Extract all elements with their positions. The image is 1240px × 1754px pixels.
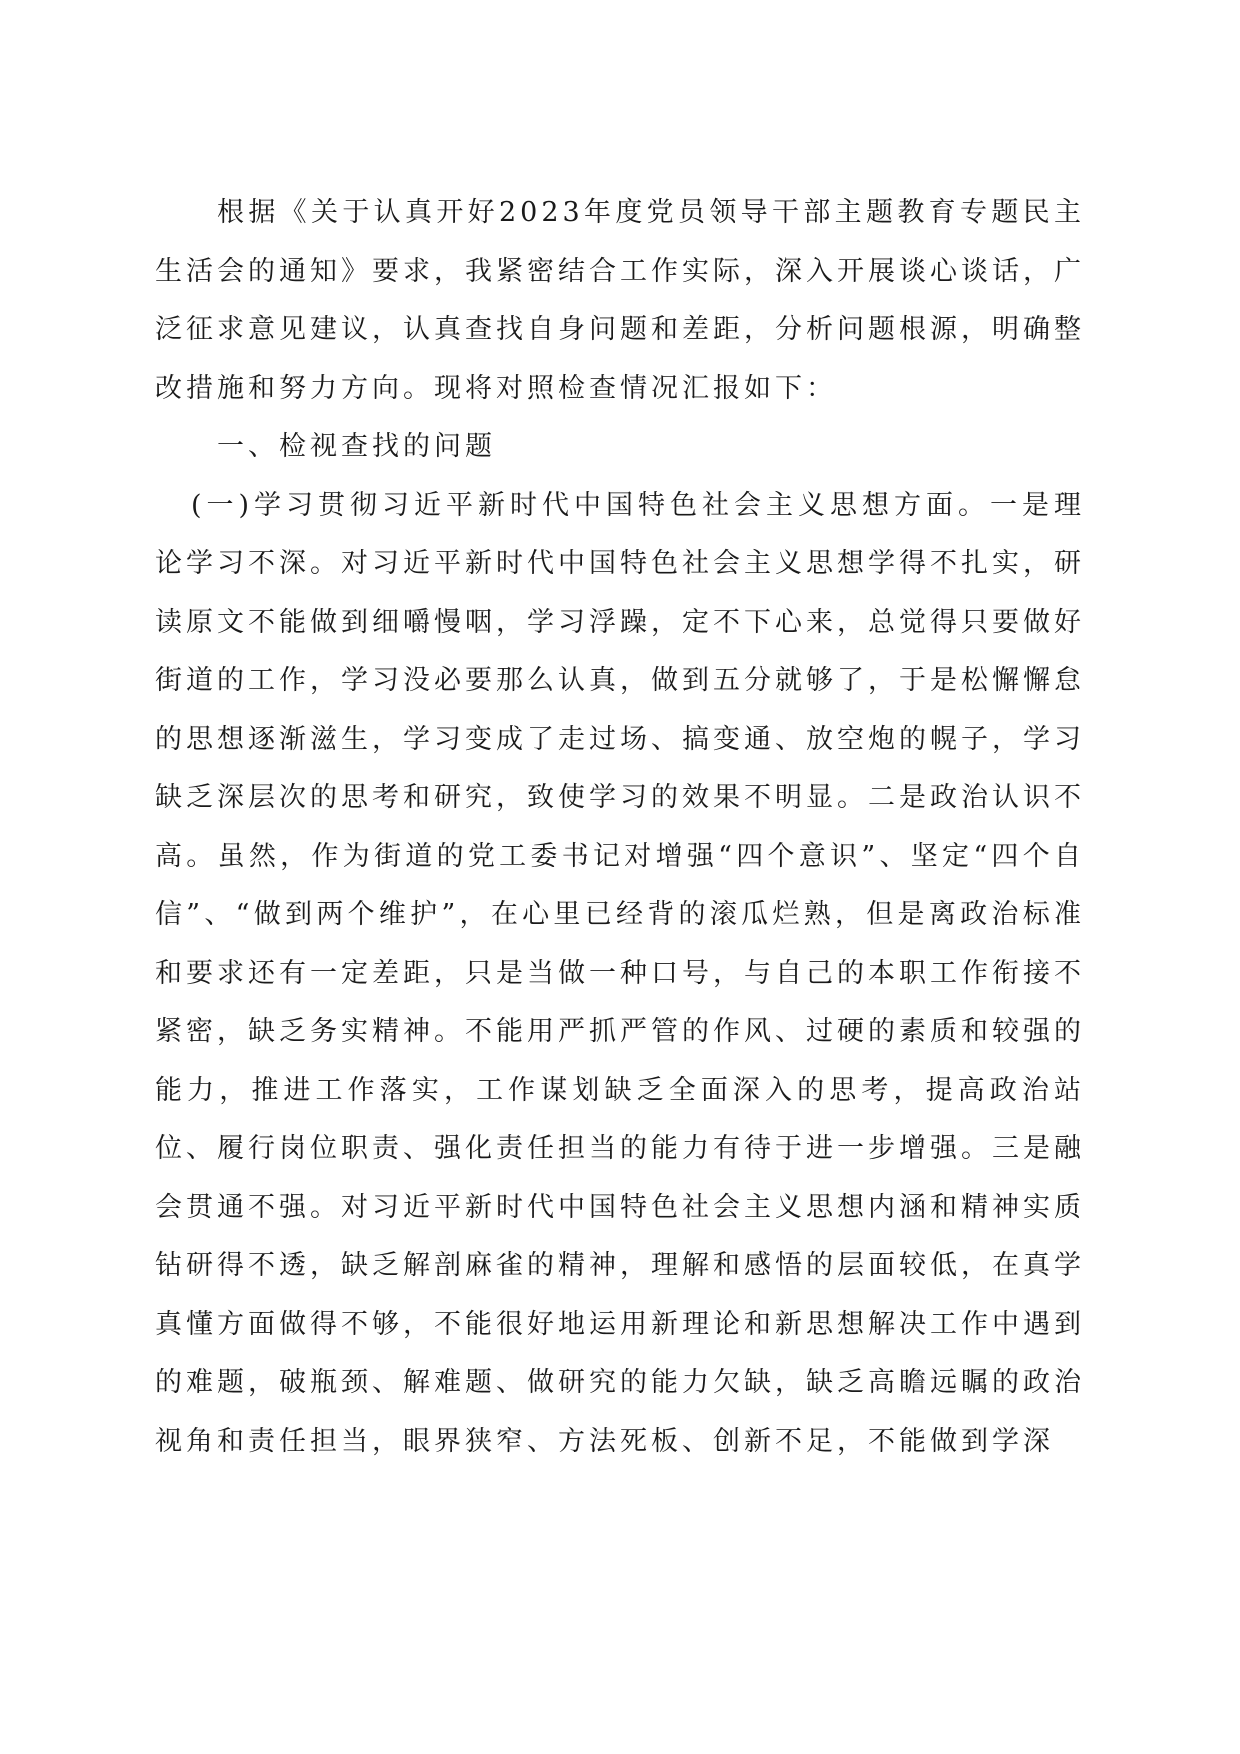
section-paragraph: (一)学习贯彻习近平新时代中国特色社会主义思想方面。一是理论学习不深。对习近平新时代中国特色社会主义思想学得不扎实，研读原文不能做到细嚼慢咽，学习浮躁，定不下心来，总觉得只要做好街道的工作，学习没必要那么认真，做到五分就够了，于是松懈懈怠的思想逐渐滋生，学习变成了走过场、搞变通、放空炮的幌子，学习缺乏深层次的思考和研究，致使学习的效果不明显。二是政治认识不高。虽然，作为街道的党工委书记对增强“四个意识”、坚定“四个自信”、“做到两个维护”，在心里已经背的滚瓜烂熟，但是离政治标准和要求还有一定差距，只是当做一种口号，与自己的本职工作衔接不紧密，缺乏务实精神。不能用严抓严管的作风、过硬的素质和较强的能力，推进工作落实，工作谋划缺乏全面深入的思考，提高政治站位、履行岗位职责、强化责任担当的能力有待于进一步增强。三是融会贯通不强。对习近平新时代中国特色社会主义思想内涵和精神实质钻研得不透，缺乏解剖麻雀的精神，理解和感悟的层面较低，在真学真懂方面做得不够，不能很好地运用新理论和新思想解决工作中遇到的难题，破瓶颈、解难题、做研究的能力欠缺，缺乏高瞻远瞩的政治视角和责任担当，眼界狭窄、方法死板、创新不足，不能做到学深: [155, 489, 1085, 1457]
document-body: [155, 184, 1085, 1471]
intro-paragraph: 根据《关于认真开好2023年度党员领导干部主题教育专题民主生活会的通知》要求，我紧密结合工作实际，深入开展谈心谈话，广泛征求意见建议，认真查找自身问题和差距，分析问题根源，明确整改措施和努力方向。现将对照检查情况汇报如下：: [155, 197, 1085, 404]
section-heading: 一、检视查找的问题: [217, 431, 496, 462]
